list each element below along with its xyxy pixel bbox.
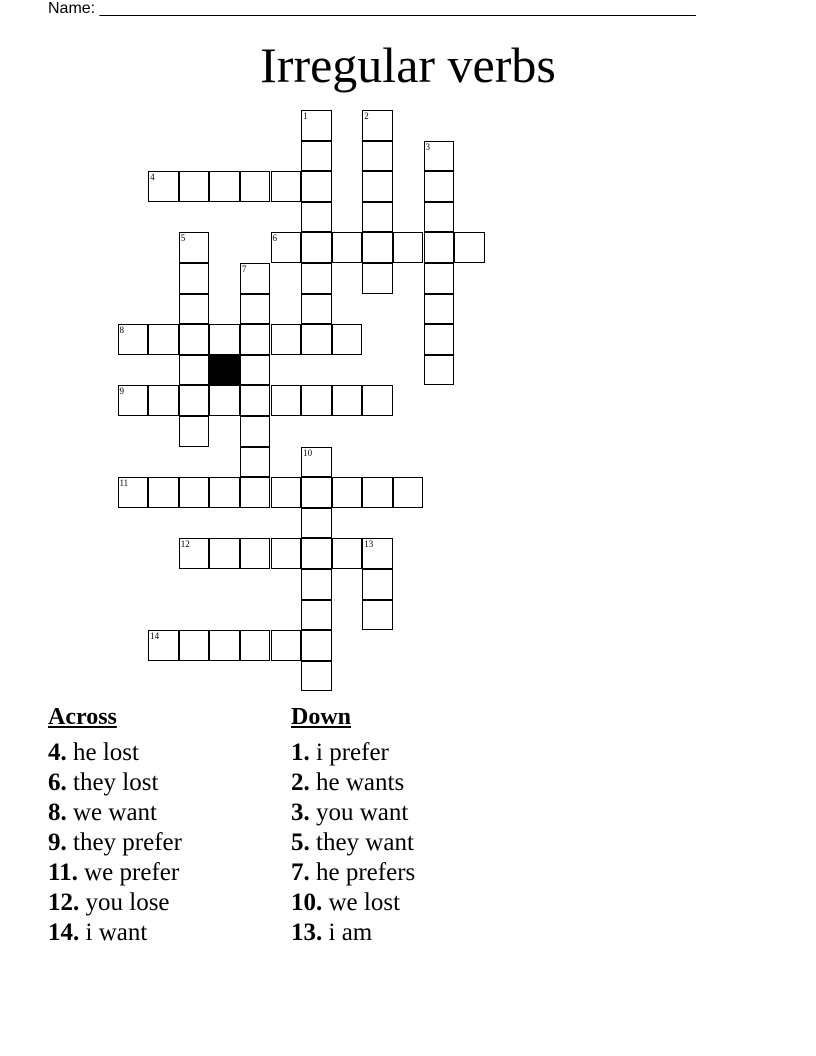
grid-cell[interactable] xyxy=(362,538,393,569)
grid-cell[interactable] xyxy=(209,171,240,202)
across-clue xyxy=(48,828,182,858)
down-clue xyxy=(291,828,415,858)
down-heading: Down xyxy=(291,704,352,730)
grid-cell[interactable] xyxy=(240,477,271,508)
grid-cell[interactable] xyxy=(179,355,210,386)
grid-cell[interactable] xyxy=(362,477,393,508)
clue-number-label: 9 xyxy=(119,386,124,397)
down-clue xyxy=(291,738,415,768)
grid-cell[interactable] xyxy=(301,263,332,294)
grid-cell[interactable] xyxy=(301,202,332,233)
across-clue xyxy=(48,918,182,948)
across-clue xyxy=(48,768,182,798)
clue-text: i want xyxy=(85,919,148,946)
grid-cell[interactable] xyxy=(332,324,363,355)
clue-text: we lost xyxy=(328,889,401,916)
grid-cell[interactable] xyxy=(240,324,271,355)
clue-text: you lose xyxy=(85,889,170,916)
grid-cell[interactable] xyxy=(271,538,302,569)
grid-cell[interactable] xyxy=(148,171,179,202)
grid-cell[interactable] xyxy=(301,294,332,325)
clue-text: we prefer xyxy=(84,859,180,886)
grid-cell[interactable] xyxy=(240,538,271,569)
grid-cell[interactable] xyxy=(362,141,393,172)
clue-text: i prefer xyxy=(316,739,389,766)
clue-number-label: 5 xyxy=(180,233,186,244)
across-clue xyxy=(48,738,182,768)
grid-cell[interactable] xyxy=(424,263,455,294)
grid-cell[interactable] xyxy=(424,202,455,233)
clue-number-label: 11 xyxy=(119,478,129,489)
grid-cell[interactable] xyxy=(179,630,210,661)
clue-text: he wants xyxy=(316,769,405,796)
grid-cell[interactable] xyxy=(301,477,332,508)
grid-cell[interactable] xyxy=(424,324,455,355)
down-clue xyxy=(291,858,415,888)
across-heading: Across xyxy=(48,704,117,730)
grid-cell[interactable] xyxy=(271,630,302,661)
grid-cell[interactable] xyxy=(362,171,393,202)
grid-cell[interactable] xyxy=(362,263,393,294)
grid-cell[interactable] xyxy=(271,232,302,263)
grid-cell[interactable] xyxy=(301,600,332,631)
clue-text: you want xyxy=(316,799,409,826)
down-clue xyxy=(291,798,415,828)
clue-number-label: 8 xyxy=(119,325,124,336)
clue-number-label: 13 xyxy=(364,539,374,550)
down-clue xyxy=(291,918,415,948)
clue-number: 7. xyxy=(291,859,310,886)
grid-cell[interactable] xyxy=(148,477,179,508)
down-clues xyxy=(291,704,415,948)
grid-cell[interactable] xyxy=(179,171,210,202)
grid-cell[interactable] xyxy=(301,110,332,141)
across-clue xyxy=(48,798,182,828)
grid-cell[interactable] xyxy=(148,324,179,355)
grid-cell[interactable] xyxy=(362,600,393,631)
grid-cell[interactable] xyxy=(271,324,302,355)
clue-text: they prefer xyxy=(73,829,182,856)
clue-number: 5. xyxy=(291,829,310,856)
down-clue xyxy=(291,888,415,918)
grid-cell[interactable] xyxy=(240,263,271,294)
grid-cell[interactable] xyxy=(301,141,332,172)
grid-cell[interactable] xyxy=(301,569,332,600)
grid-cell[interactable] xyxy=(454,232,485,263)
grid-cell[interactable] xyxy=(424,355,455,386)
grid-cell[interactable] xyxy=(393,477,424,508)
grid-cell[interactable] xyxy=(301,661,332,692)
clue-number-label: 4 xyxy=(150,172,155,183)
grid-cell[interactable] xyxy=(301,538,332,569)
grid-cell[interactable] xyxy=(179,477,210,508)
grid-cell[interactable] xyxy=(271,477,302,508)
grid-cell[interactable] xyxy=(301,171,332,202)
grid-cell[interactable] xyxy=(301,385,332,416)
grid-cell[interactable] xyxy=(209,538,240,569)
grid-cell[interactable] xyxy=(240,385,271,416)
clue-number: 11. xyxy=(48,859,78,886)
grid-cell[interactable] xyxy=(179,416,210,447)
clue-number-label: 10 xyxy=(303,447,313,458)
clue-number: 1. xyxy=(291,739,310,766)
clue-number-label: 3 xyxy=(425,141,430,152)
grid-cell[interactable] xyxy=(424,141,455,172)
grid-cell[interactable] xyxy=(362,569,393,600)
grid-cell[interactable] xyxy=(118,477,149,508)
grid-cell[interactable] xyxy=(362,202,393,233)
grid-cell[interactable] xyxy=(424,232,455,263)
grid-cell[interactable] xyxy=(332,538,363,569)
clue-number: 9. xyxy=(48,829,67,856)
grid-cell[interactable] xyxy=(362,110,393,141)
page-title: Irregular verbs xyxy=(260,37,556,93)
grid-cell[interactable] xyxy=(424,171,455,202)
clue-text: they want xyxy=(316,829,414,856)
down-clue xyxy=(291,768,415,798)
grid-cell[interactable] xyxy=(148,385,179,416)
grid-cell[interactable] xyxy=(118,324,149,355)
grid-cell[interactable] xyxy=(240,630,271,661)
clue-number-label: 6 xyxy=(272,233,277,244)
grid-cell[interactable] xyxy=(179,294,210,325)
clue-number: 2. xyxy=(291,769,310,796)
grid-cell[interactable] xyxy=(209,477,240,508)
clue-number-label: 14 xyxy=(150,631,160,642)
grid-cell[interactable] xyxy=(301,232,332,263)
grid-cell[interactable] xyxy=(362,385,393,416)
clue-number-label: 7 xyxy=(241,264,247,274)
grid-cell[interactable] xyxy=(393,232,424,263)
grid-cell[interactable] xyxy=(209,630,240,661)
grid-cell[interactable] xyxy=(240,294,271,325)
clue-number: 4. xyxy=(48,739,67,766)
clue-text: we want xyxy=(73,799,157,826)
clue-text: he lost xyxy=(73,739,139,766)
clue-number: 10. xyxy=(291,889,323,916)
grid-cell[interactable] xyxy=(271,171,302,202)
clue-number: 14. xyxy=(48,919,80,946)
grid-cell[interactable] xyxy=(301,508,332,539)
grid-cell[interactable] xyxy=(179,232,210,263)
grid-cell[interactable] xyxy=(179,385,210,416)
black-cell xyxy=(209,355,240,386)
clue-number: 6. xyxy=(48,769,67,796)
clue-number-label: 2 xyxy=(364,111,369,121)
clue-number: 13. xyxy=(291,919,323,946)
grid-cell[interactable] xyxy=(332,477,363,508)
grid-cell[interactable] xyxy=(332,385,363,416)
across-clues xyxy=(48,704,182,948)
grid-cell[interactable] xyxy=(301,324,332,355)
grid-cell[interactable] xyxy=(271,385,302,416)
clue-number: 12. xyxy=(48,889,80,916)
grid-cell[interactable] xyxy=(179,538,210,569)
clue-number: 3. xyxy=(291,799,310,826)
grid-cell[interactable] xyxy=(209,324,240,355)
grid-cell[interactable] xyxy=(240,355,271,386)
clue-text: they lost xyxy=(73,769,159,796)
grid-cell[interactable] xyxy=(240,447,271,478)
grid-cell[interactable] xyxy=(118,385,149,416)
grid-cell[interactable] xyxy=(301,447,332,478)
grid-cell[interactable] xyxy=(179,324,210,355)
grid-cell[interactable] xyxy=(424,294,455,325)
clue-text: he prefers xyxy=(316,859,416,886)
grid-cell[interactable] xyxy=(179,263,210,294)
grid-cell[interactable] xyxy=(332,232,363,263)
grid-cell[interactable] xyxy=(301,630,332,661)
clue-number-label: 1 xyxy=(303,111,308,121)
across-clue xyxy=(48,888,182,918)
grid-cell[interactable] xyxy=(209,385,240,416)
clue-number-label: 12 xyxy=(180,539,190,550)
name-field-label: Name: ___________________________________________________________________ xyxy=(48,0,696,17)
clue-text: i am xyxy=(328,919,373,946)
grid-cell[interactable] xyxy=(148,630,179,661)
across-clue xyxy=(48,858,182,888)
grid-cell[interactable] xyxy=(240,416,271,447)
grid-cell[interactable] xyxy=(362,232,393,263)
grid-cell[interactable] xyxy=(240,171,271,202)
clue-number: 8. xyxy=(48,799,67,826)
